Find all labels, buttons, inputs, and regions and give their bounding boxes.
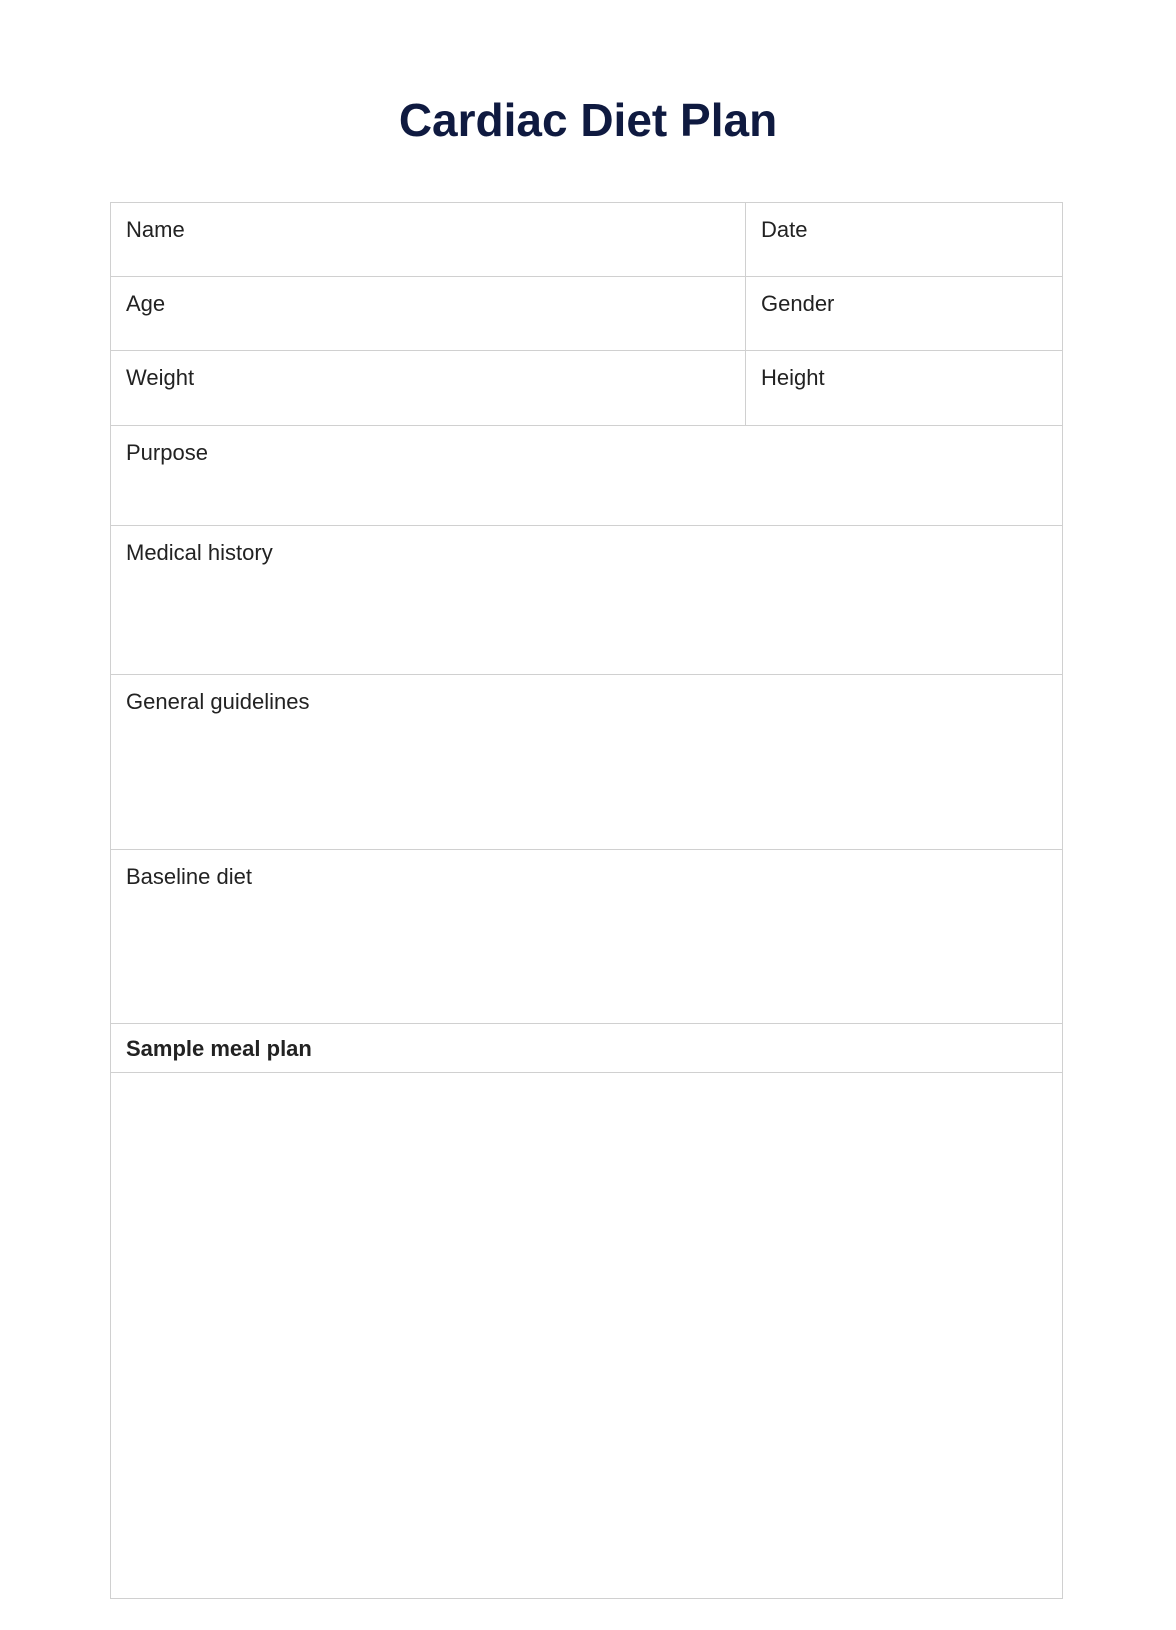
diet-plan-form [110, 202, 1063, 1599]
date-label: Date [761, 217, 808, 242]
row-sample-meal-plan-header [111, 1024, 1062, 1073]
sample-meal-plan-label: Sample meal plan [126, 1036, 312, 1061]
row-weight-height [111, 351, 1062, 426]
height-field[interactable] [746, 351, 1062, 425]
height-label: Height [761, 365, 825, 390]
medical-history-label: Medical history [126, 540, 273, 565]
row-baseline-diet [111, 850, 1062, 1024]
gender-label: Gender [761, 291, 835, 316]
age-label: Age [126, 291, 166, 316]
row-medical-history [111, 526, 1062, 675]
date-field[interactable] [746, 203, 1062, 276]
purpose-label: Purpose [126, 440, 208, 465]
medical-history-field[interactable] [111, 526, 1062, 674]
gender-field[interactable] [746, 277, 1062, 350]
name-field[interactable] [111, 203, 746, 276]
general-guidelines-field[interactable] [111, 675, 1062, 849]
row-sample-meal-plan-body [111, 1073, 1062, 1598]
sample-meal-plan-header [111, 1024, 1062, 1072]
general-guidelines-label: General guidelines [126, 689, 310, 714]
row-age-gender [111, 277, 1062, 351]
baseline-diet-label: Baseline diet [126, 864, 252, 889]
page-title: Cardiac Diet Plan [398, 94, 778, 146]
weight-label: Weight [126, 365, 195, 390]
baseline-diet-field[interactable] [111, 850, 1062, 1023]
row-purpose [111, 426, 1062, 526]
row-general-guidelines [111, 675, 1062, 850]
row-name-date [111, 203, 1062, 277]
weight-field[interactable] [111, 351, 746, 425]
age-field[interactable] [111, 277, 746, 350]
name-label: Name [126, 217, 185, 242]
sample-meal-plan-field[interactable] [111, 1073, 1062, 1598]
purpose-field[interactable] [111, 426, 1062, 525]
